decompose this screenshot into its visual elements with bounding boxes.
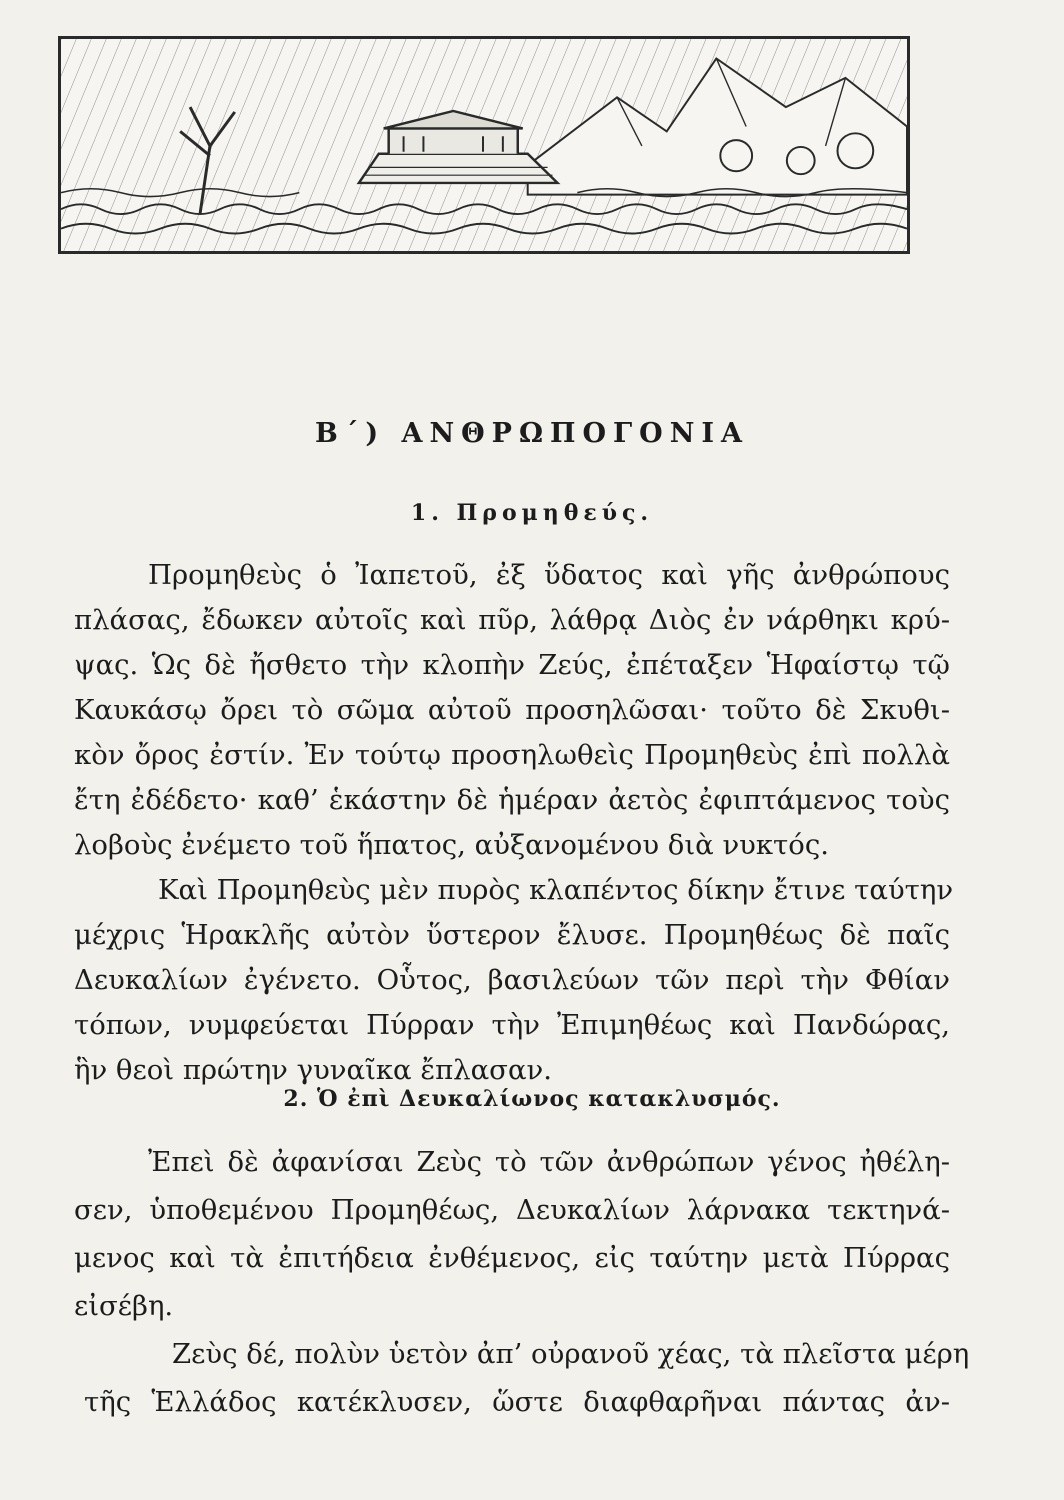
text-line: κὸν ὄρος ἐστίν. Ἐν τούτῳ προσηλωθεὶς Προμηθεὺς ἐπὶ πολλὰ <box>74 739 950 771</box>
subsection-title-flood: 2. Ὁ ἐπὶ Δευκαλίωνος κατακλυσμός. <box>283 1086 781 1112</box>
text-line: Καυκάσῳ ὄρει τὸ σῶμα αὐτοῦ προσηλῶσαι· τοῦτο δὲ Σκυθι- <box>74 694 950 726</box>
text-line: τῆς Ἑλλάδος κατέκλυσεν, ὥστε διαφθαρῆναι πάντας ἀν- <box>84 1386 950 1418</box>
text-line: μέχρις Ἡρακλῆς αὐτὸν ὕστερον ἔλυσε. Προμηθέως δὲ παῖς <box>74 919 950 951</box>
ark-flood-drawing <box>61 39 907 251</box>
text-line: μενος καὶ τὰ ἐπιτήδεια ἐνθέμενος, εἰς ταύτην μετὰ Πύρρας <box>74 1242 950 1274</box>
text-line: Καὶ Προμηθεὺς μὲν πυρὸς κλαπέντος δίκην ἔτινε ταύτην <box>158 874 954 906</box>
text-line: πλάσας, ἔδωκεν αὐτοῖς καὶ πῦρ, λάθρᾳ Διὸς ἐν νάρθηκι κρύ- <box>74 604 950 636</box>
text-line: Ζεὺς δέ, πολὺν ὑετὸν ἀπ’ οὐρανοῦ χέας, τὰ πλεῖστα μέρη <box>172 1338 970 1370</box>
subsection-title-prometheus: 1. Προμηθεύς. <box>410 500 654 526</box>
text-line: λοβοὺς ἐνέμετο τοῦ ἥπατος, αὐξανομένου διὰ νυκτός. <box>74 829 829 861</box>
text-line: Ἐπεὶ δὲ ἀφανίσαι Ζεὺς τὸ τῶν ἀνθρώπων γένος ἠθέλη- <box>148 1146 950 1178</box>
text-line: Προμηθεὺς ὁ Ἰαπετοῦ, ἐξ ὕδατος καὶ γῆς ἀνθρώπους <box>148 559 950 591</box>
text-line: εἰσέβη. <box>74 1290 174 1322</box>
text-line: ἣν θεοὶ πρώτην γυναῖκα ἔπλασαν. <box>74 1054 552 1086</box>
text-line: τόπων, νυμφεύεται Πύρραν τὴν Ἐπιμηθέως καὶ Πανδώρας, <box>74 1009 950 1041</box>
header-vignette-illustration <box>58 36 910 254</box>
section-title: Β΄) ΑΝΘΡΩΠΟΓΟΝΙΑ <box>315 418 749 449</box>
text-line: ψας. Ὡς δὲ ἤσθετο τὴν κλοπὴν Ζεύς, ἐπέταξεν Ἡφαίστῳ τῷ <box>74 649 950 681</box>
text-line: ἔτη ἐδέδετο· καθ’ ἑκάστην δὲ ἡμέραν ἀετὸς ἐφιπτάμενος τοὺς <box>74 784 950 816</box>
text-line: σεν, ὑποθεμένου Προμηθέως, Δευκαλίων λάρνακα τεκτηνά- <box>74 1194 950 1226</box>
text-line: Δευκαλίων ἐγένετο. Οὗτος, βασιλεύων τῶν περὶ τὴν Φθίαν <box>74 964 950 996</box>
